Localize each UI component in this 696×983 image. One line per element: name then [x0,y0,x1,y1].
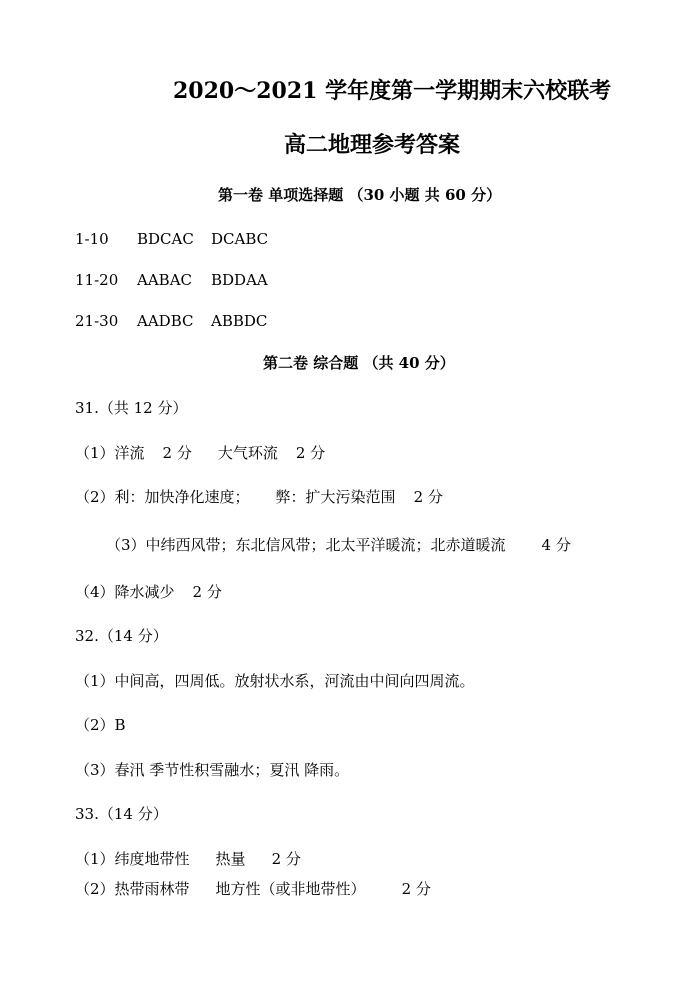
answer-score: 2 分 [413,488,443,506]
answer-text: （4）降水减少 [75,583,175,601]
answer-row [75,314,267,329]
answer-range: 1-10 [75,230,109,248]
answer-text: 热量 [215,850,246,868]
answer-text: （2）利：加快净化速度； [75,488,250,506]
answer-score: 2 分 [295,444,326,462]
answer-group: BDDAA [211,271,268,289]
answer-text: 弊：扩大污染范围 [275,488,396,506]
q32-answer-3: （3）春汛 季节性积雪融水；夏汛 降雨。 [75,761,350,779]
answer-group: BDCAC [137,230,194,248]
answer-group: DCABC [211,230,269,248]
answer-score: 2 分 [401,880,431,898]
answer-row [75,273,268,288]
question-32-label: 32.（14 分） [75,627,168,645]
q31-answer-1 [75,446,325,461]
answer-group: AADBC [137,312,194,330]
answer-text: （2）热带雨林带 [75,880,190,898]
page-subtitle: 高二地理参考答案 [284,132,461,158]
answer-row [75,232,268,247]
answer-text: 大气环流 [217,444,278,462]
answer-group: AABAC [137,271,192,289]
answer-group: ABBDC [211,312,268,330]
page-title: 2020～2021 学年度第一学期期末六校联考 [173,78,612,104]
q33-answer-2 [75,882,431,897]
question-33-label: 33.（14 分） [75,805,168,823]
answer-score: 2 分 [271,850,301,868]
answer-score: 4 分 [541,536,571,554]
q33-answer-1 [75,852,301,867]
answer-text: （3）中纬西风带；东北信风带；北太平洋暖流；北赤道暖流 [106,536,506,554]
answer-score: 2 分 [192,583,222,601]
q31-answer-2 [75,490,443,505]
answer-text: （1）洋流 [75,444,145,462]
q32-answer-1: （1）中间高，四周低。放射状水系，河流由中间向四周流。 [75,672,475,690]
answer-text: （1）纬度地带性 [75,850,190,868]
answer-range: 21-30 [75,312,119,330]
answer-range: 11-20 [75,271,119,289]
answer-text: 地方性（或非地带性） [215,880,366,898]
answer-score: 2 分 [162,444,192,462]
q31-answer-4 [75,585,222,600]
q32-answer-2: （2）B [75,716,126,734]
part1-heading: 第一卷 单项选择题 （30 小题 共 60 分） [218,186,502,204]
q31-answer-3 [106,538,571,553]
question-31-label: 31.（共 12 分） [75,399,188,417]
part2-heading: 第二卷 综合题 （共 40 分） [263,354,455,372]
